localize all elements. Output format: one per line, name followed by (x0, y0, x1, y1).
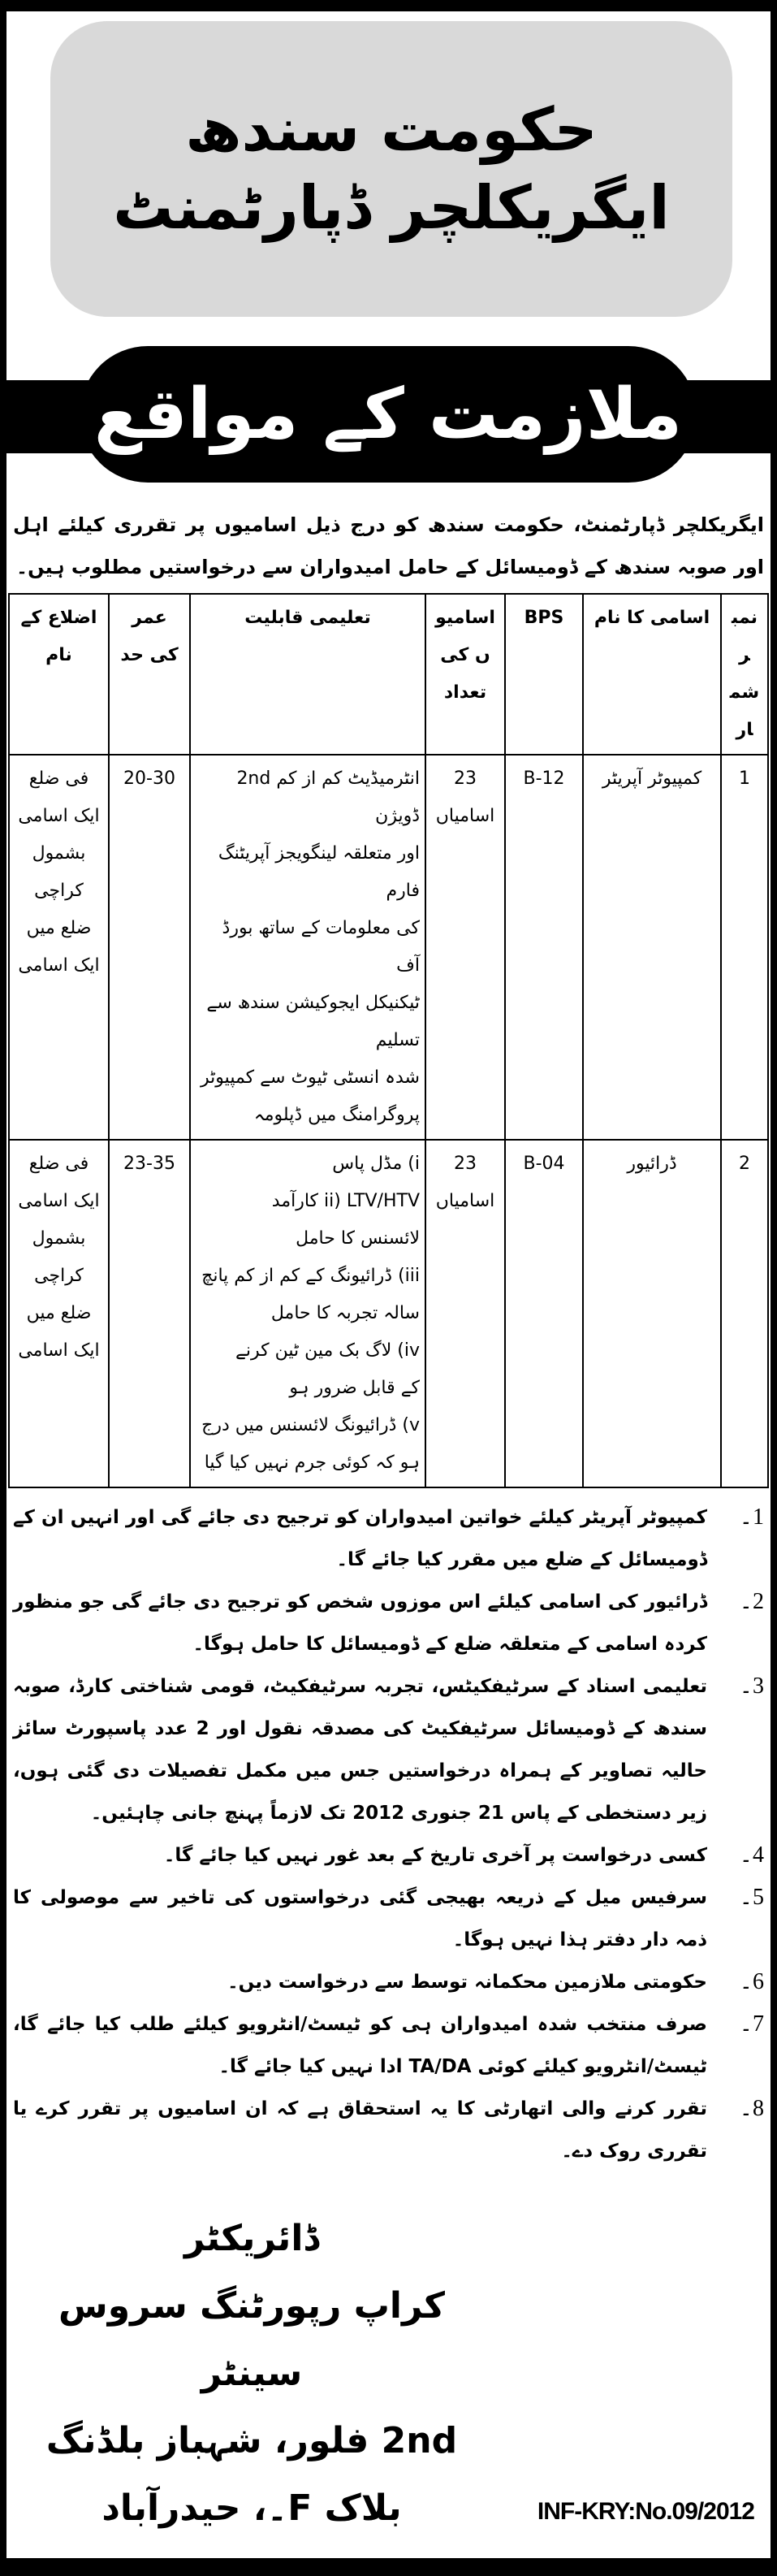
serial: 2 (721, 1140, 768, 1487)
post-count (425, 755, 505, 1140)
age-limit: 23-35 (109, 1140, 190, 1487)
header-age: عمر کی حد (109, 594, 190, 755)
qualification (190, 1140, 425, 1487)
term-number: 2۔ (739, 1589, 764, 1614)
bps: B-04 (505, 1140, 583, 1487)
count-value: 23 (454, 768, 477, 789)
age-limit: 20-30 (109, 755, 190, 1140)
term-number: 5۔ (739, 1885, 764, 1910)
district-line: ضلع میں (26, 918, 92, 938)
intro-text: ایگریکلچر ڈپارٹمنٹ، حکومت سندھ کو درج ذیل اسامیوں پر تقرری کیلئے اہل اور صوبہ سندھ کے ڈومیسائل کے حامل امیدواران سے درخواستیں مطلوب ہیں۔ (13, 513, 764, 578)
term-number: 6۔ (739, 1969, 764, 1994)
qualification-line: انٹرمیڈیٹ کم از کم 2nd ڈویژن (236, 768, 420, 826)
qualification-line: لائسنس کا حامل (296, 1228, 420, 1249)
header-bps: BPS (505, 594, 583, 755)
post-name: کمپیوٹر آپریٹر (583, 755, 721, 1140)
signature-city: بلاک F۔، حیدرآباد (101, 2487, 402, 2529)
qualification-line: iv) لاگ بک مین ٹین کرنے (235, 1340, 420, 1361)
signature-title: ڈائریکٹر (183, 2218, 319, 2259)
header-serial: نمبر شمار (721, 594, 768, 755)
qualification-line: ہو کہ کوئی جرم نہیں کیا گیا (204, 1453, 420, 1473)
header-count: اسامیوں کی تعداد (425, 594, 505, 755)
qualification (190, 755, 425, 1140)
district-line: فی ضلع (28, 768, 89, 789)
qualification-line: iii) ڈرائیونگ کے کم از کم پانچ (201, 1266, 420, 1286)
header-qualification: تعلیمی قابلیت (190, 594, 425, 755)
header-department: ایگریکلچر ڈپارٹمنٹ (113, 173, 670, 243)
banner-title: ملازمت کے مواقع (93, 374, 683, 455)
qualification-line: کے قابل ضرور ہو (289, 1378, 420, 1398)
count-value: 23 (454, 1154, 477, 1174)
banner (80, 346, 697, 483)
term-number: 4۔ (739, 1842, 764, 1868)
qualification-line: کی معلومات کے ساتھ بورڈ آف (222, 918, 420, 976)
district-line: ایک اسامی (18, 1191, 100, 1211)
terms-list (13, 1496, 764, 2172)
header-districts: اضلاع کے نام (9, 594, 109, 755)
district-line: کراچی (34, 881, 84, 901)
qualification-line: ٹیکنیکل ایجوکیشن سندھ سے تسلیم (206, 993, 420, 1050)
qualification-line: اور متعلقہ لینگویجز آپریٹنگ فارم (218, 843, 420, 901)
term-item (13, 2088, 764, 2172)
signature-block (32, 2205, 471, 2542)
term-item (13, 1581, 764, 1665)
term-text: کمپیوٹر آپریٹر کیلئے خواتین امیدواران کو ترجیح دی جائے گی اور انہیں ان کے ڈومیسائل کے ضلع میں مقرر کیا جائے گا۔ (13, 1507, 707, 1570)
table-row (9, 1140, 768, 1487)
districts (9, 1140, 109, 1487)
term-item (13, 1834, 764, 1877)
term-number: 8۔ (739, 2096, 764, 2121)
district-line: بشمول (32, 843, 86, 864)
table-row (9, 755, 768, 1140)
district-line: کراچی (34, 1266, 84, 1286)
district-line: بشمول (32, 1228, 86, 1249)
term-number: 3۔ (739, 1673, 764, 1699)
term-text: تقرر کرنے والی اتھارٹی کا یہ استحقاق ہے کہ ان اسامیوں پر تقرر کرے یا تقرری روک دے۔ (13, 2098, 707, 2162)
term-text: تعلیمی اسناد کے سرٹیفکیٹس، تجربہ سرٹیفکیٹ، قومی شناختی کارڈ، صوبہ سندھ کے ڈومیسائل سرٹیفکیٹ کی مصدقہ نقول اور 2 عدد پاسپورٹ سائز حالیہ تصاویر کے ہمراہ درخواستیں جس میں مکمل تفصیلات دی گئی ہوں، زیر دستخطی کے پاس 21 جنوری 2012 تک لازماً پہنچ جانی چاہئیں۔ (13, 1676, 707, 1824)
term-item (13, 2003, 764, 2088)
qualification-line: شدہ انسٹی ٹیوٹ سے کمپیوٹر (201, 1067, 420, 1088)
bps: B-12 (505, 755, 583, 1140)
term-number: 1۔ (739, 1504, 764, 1530)
signature-address-line: 2nd فلور، شہباز بلڈنگ (45, 2420, 458, 2461)
footer (32, 2205, 754, 2542)
post-name: ڈرائیور (583, 1140, 721, 1487)
header-box (50, 21, 732, 317)
term-item (13, 1961, 764, 2003)
post-count (425, 1140, 505, 1487)
masthead (6, 11, 771, 504)
qualification-line: ii) LTV/HTV کارآمد (271, 1191, 420, 1211)
header-post: اسامی کا نام (583, 594, 721, 755)
district-line: ضلع میں (26, 1303, 92, 1323)
qualification-line: i) مڈل پاس (332, 1154, 420, 1174)
qualification-line: سالہ تجربہ کا حامل (270, 1303, 420, 1323)
district-line: ایک اسامی (18, 955, 100, 976)
term-text: حکومتی ملازمین محکمانہ توسط سے درخواست دیں۔ (227, 1972, 707, 1993)
term-number: 7۔ (739, 2011, 764, 2037)
count-unit: اسامیاں (435, 806, 495, 826)
term-text: ڈرائیور کی اسامی کیلئے اس موزوں شخص کو ترجیح دی جائے گی جو منظور کردہ اسامی کے متعلقہ ضلع کے ڈومیسائل کا حامل ہوگا۔ (13, 1591, 707, 1655)
district-line: ایک اسامی (18, 1340, 100, 1361)
reference-number: INF-KRY:No.09/2012 (537, 2498, 754, 2525)
district-line: فی ضلع (28, 1154, 89, 1174)
table-header-row (9, 594, 768, 755)
district-line: ایک اسامی (18, 806, 100, 826)
term-text: صرف منتخب شدہ امیدواران ہی کو ٹیسٹ/انٹرویو کیلئے طلب کیا جائے گا، ٹیسٹ/انٹرویو کیلئے کوئی TA/DA ادا نہیں کیا جائے گا۔ (13, 2014, 707, 2077)
term-item (13, 1665, 764, 1834)
serial: 1 (721, 755, 768, 1140)
header-government: حکومت سندھ (185, 94, 598, 165)
term-item (13, 1496, 764, 1581)
term-item (13, 1877, 764, 1961)
term-text: کسی درخواست پر آخری تاریخ کے بعد غور نہیں کیا جائے گا۔ (163, 1845, 707, 1866)
count-unit: اسامیاں (435, 1191, 495, 1211)
qualification-line: پروگرامنگ میں ڈپلومہ (253, 1105, 420, 1125)
qualification-line: v) ڈرائیونگ لائسنس میں درج (201, 1415, 420, 1435)
signature-office: کراپ رپورٹنگ سروس سینٹر (58, 2285, 445, 2394)
vacancy-table (8, 593, 769, 1488)
districts (9, 755, 109, 1140)
term-text: سرفیس میل کے ذریعہ بھیجی گئی درخواستوں کی تاخیر سے موصولی کا ذمہ دار دفتر ہذا نہیں ہوگا۔ (13, 1887, 707, 1950)
